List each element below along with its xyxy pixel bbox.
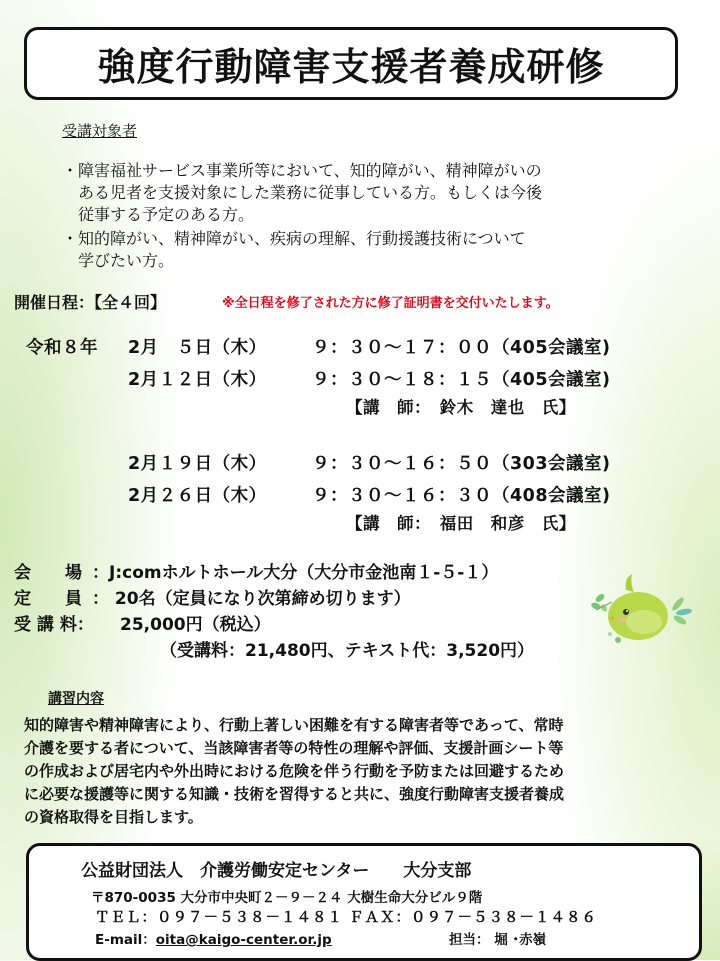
content-line-2: 介護を要する者について、当該障害者等の特性の理解や評価、支援計画シート等: [24, 739, 564, 757]
session-3-time: ９：３０～１６：５０（303会議室): [312, 454, 611, 474]
target-bullet-1-line-3: 従事する予定のある方。: [78, 205, 255, 224]
page-title: 強度行動障害支援者養成研修: [97, 45, 605, 89]
dates-heading: 開催日程：【全４回】: [14, 293, 167, 312]
lecturer-2: 【講 師： 福田 和彦 氏】: [346, 514, 576, 533]
venue-label: 会 場: [14, 563, 82, 583]
content-heading: 講習内容: [48, 691, 104, 707]
content-line-5: の資格取得を目指します。: [24, 808, 203, 826]
tail-sprig-icon: [671, 596, 693, 626]
certificate-note: ※全日程を修了された方に修了証明書を交付いたします。: [222, 296, 559, 311]
session-4-date: 2月２６日（木）: [128, 486, 267, 506]
venue-value: ：J:comホルトホール大分（大分市金池南１-５-１）: [92, 563, 499, 583]
contact-box: [26, 843, 702, 961]
org-name: 公益財団法人 介護労働安定センター 大分支部: [81, 861, 472, 881]
content-line-3: の作成および居宅内や外出時における危険を伴う行動を予防または回避するため: [24, 762, 565, 780]
era-label: 令和８年: [26, 338, 98, 358]
fee-value: 25,000円（税込）: [120, 615, 271, 635]
phone-fax: ＴＥＬ：０９７－５３８－１４８１ ＦＡＸ：０９７－５３８－１４８６: [95, 910, 598, 926]
bullet-mark: ・: [62, 161, 79, 180]
capacity-label: 定 員: [14, 589, 82, 609]
content-line-4: に必要な援護等に関する知識・技術を習得すると共に、強度行動障害支援者養成: [24, 785, 565, 803]
email-link[interactable]: oita@kaigo-center.or.jp: [155, 932, 332, 948]
email-label: E-mail：: [95, 932, 156, 948]
title-box: [24, 27, 678, 100]
session-1-date: 2月 ５日（木）: [128, 338, 267, 358]
session-3-date: 2月１９日（木）: [128, 454, 267, 474]
capacity-value: ： 20名（定員になり次第締め切ります）: [92, 589, 411, 609]
fee-label: 受 講 料：: [14, 615, 94, 635]
email-row: [95, 928, 332, 948]
target-bullet-2: [62, 228, 78, 249]
session-2-time: ９：３０～１８：１５（405会議室): [312, 370, 611, 390]
session-2-date: 2月１２日（木）: [128, 370, 267, 390]
bird-icon: [588, 568, 696, 650]
target-bullet-1-line-2: ある児者を支援対象にした業務に従事している方。もしくは今後: [78, 183, 543, 202]
contact-person: 担当： 堀 ･赤嶺: [449, 932, 547, 948]
content-line-1: 知的障害や精神障害により、行動上著しい困難を有する障害者等であって、常時: [24, 716, 564, 734]
lecturer-1: 【講 師： 鈴木 達也 氏】: [346, 398, 576, 417]
target-heading: 受講対象者: [62, 122, 138, 140]
session-1-time: ９：３０～１７：００（405会議室): [312, 338, 611, 358]
target-bullet-1-line-1: 障害福祉サービス事業所等において、知的障がい、精神障がいの: [78, 161, 542, 180]
target-bullet-2-line-2: 学びたい方。: [78, 251, 175, 270]
bullet-mark: ・: [62, 229, 79, 248]
address: 〒870-0035 大分市中央町２－９－２４ 大樹生命大分ビル９階: [91, 890, 483, 906]
session-4-time: ９：３０～１６：３０（408会議室): [312, 486, 611, 506]
fee-detail: （受講料：21,480円、テキスト代：3,520円）: [160, 641, 535, 661]
target-bullet-2-line-1: 知的障がい、精神障がい、疾病の理解、行動援護技術について: [78, 229, 526, 248]
target-bullet-1: [62, 160, 78, 181]
leaf-sprig-icon: [590, 592, 612, 612]
